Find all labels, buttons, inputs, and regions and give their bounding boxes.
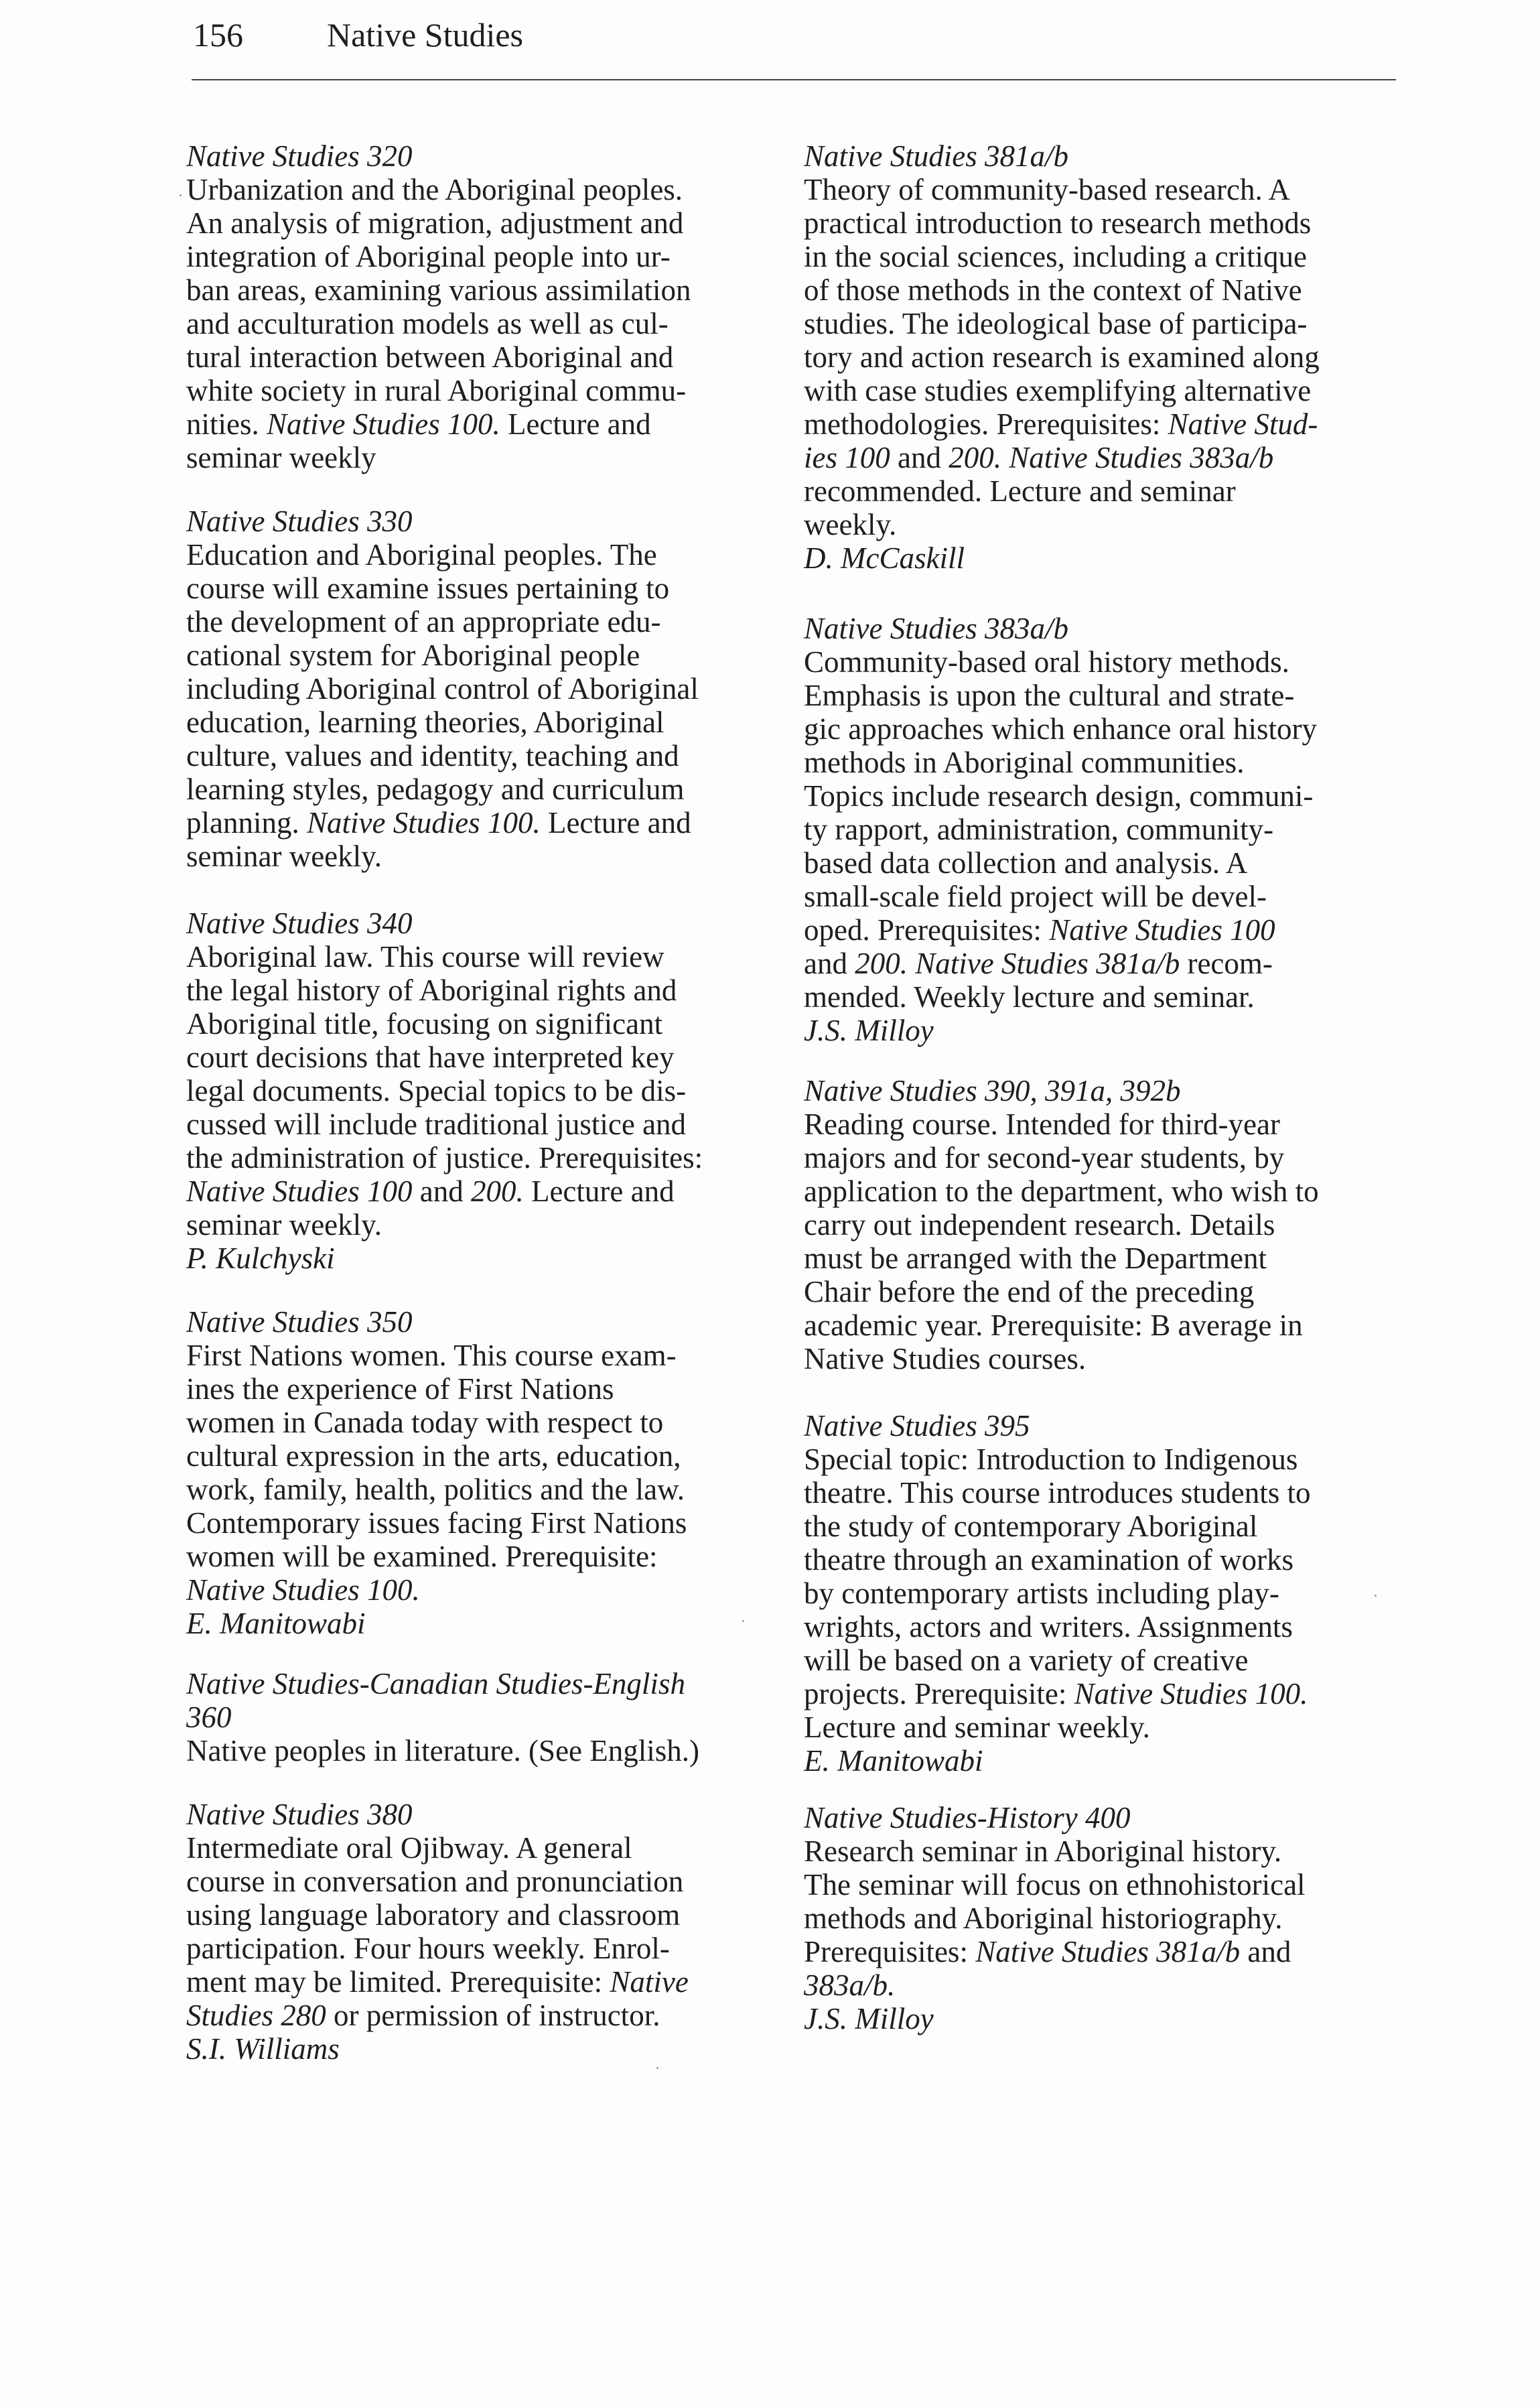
text-run: integration of Aboriginal people into ur- [186, 240, 671, 273]
italic-reference: 200. [470, 1175, 524, 1208]
text-run: course will examine issues pertaining to [186, 572, 670, 605]
description-line [804, 240, 1400, 273]
italic-reference: 383a/b. [804, 1968, 896, 2002]
italic-reference: Native Studies 100. [1074, 1677, 1308, 1711]
description-line [804, 1242, 1400, 1275]
description-line [186, 1208, 782, 1242]
text-run: legal documents. Special topics to be dis- [186, 1074, 687, 1108]
text-run: Urbanization and the Aboriginal peoples. [186, 173, 683, 206]
italic-reference: Native Studies 100. [186, 1573, 420, 1607]
description-line [804, 1610, 1400, 1644]
text-run: the administration of justice. Prerequisites: [186, 1141, 703, 1175]
text-run: Emphasis is upon the cultural and strate- [804, 679, 1295, 712]
italic-reference: Native Studies 100 [1049, 913, 1275, 947]
text-run: seminar weekly. [186, 1208, 382, 1242]
description-line [186, 1439, 782, 1473]
description-line [804, 1868, 1400, 1901]
italic-reference: Studies 280 [186, 1999, 326, 2032]
text-run: An analysis of migration, adjustment and [186, 206, 684, 240]
text-run: mended. Weekly lecture and seminar. [804, 980, 1255, 1014]
text-run: and [890, 441, 949, 474]
description-line [804, 1275, 1400, 1309]
text-run: will be based on a variety of creative [804, 1644, 1249, 1677]
course-entry-native-studies-395 [804, 1409, 1400, 1778]
text-run: Reading course. Intended for third-year [804, 1108, 1280, 1141]
course-entry-native-studies-340 [186, 907, 782, 1275]
description-line [804, 1677, 1400, 1711]
running-title: Native Studies [327, 16, 524, 54]
text-run: Native peoples in literature. (See English.) [186, 1734, 700, 1767]
text-run: cultural expression in the arts, education, [186, 1439, 681, 1473]
description-line [804, 441, 1400, 474]
instructor-name: E. Manitowabi [186, 1607, 366, 1640]
description-line [186, 806, 782, 840]
description-line [186, 441, 782, 474]
course-title: Native Studies 381a/b [804, 139, 1068, 173]
course-entry-native-studies-350 [186, 1305, 782, 1640]
description-line [186, 1473, 782, 1506]
italic-reference: Native Studies 100 [186, 1175, 413, 1208]
course-title: Native Studies 330 [186, 505, 413, 538]
italic-reference: Native Studies 381a/b [975, 1935, 1241, 1968]
text-run: Lecture and [500, 407, 651, 441]
description-line [804, 1108, 1400, 1141]
text-run: Intermediate oral Ojibway. A general [186, 1831, 632, 1865]
scan-speck [742, 1620, 744, 1622]
text-run: Aboriginal title, focusing on significant [186, 1007, 663, 1041]
page-header [193, 8, 1399, 62]
description-line [804, 1543, 1400, 1577]
text-run: theatre through an examination of works [804, 1543, 1294, 1577]
text-run: First Nations women. This course exam- [186, 1339, 677, 1372]
description-line [186, 1831, 782, 1865]
text-run: ty rapport, administration, community- [804, 813, 1274, 846]
text-run: planning. [186, 806, 307, 840]
text-run: Prerequisites: [804, 1935, 976, 1968]
description-line [804, 880, 1400, 913]
description-line [186, 1865, 782, 1898]
text-run: ban areas, examining various assimilation [186, 273, 691, 307]
description-line [186, 974, 782, 1007]
text-run: the development of an appropriate edu- [186, 605, 661, 639]
description-line [804, 1711, 1400, 1744]
description-line [186, 773, 782, 806]
description-line [804, 1309, 1400, 1342]
description-line [804, 980, 1400, 1014]
description-line [186, 374, 782, 407]
text-run: white society in rural Aboriginal commu- [186, 374, 687, 407]
description-line [186, 1108, 782, 1141]
instructor-name: P. Kulchyski [186, 1242, 335, 1275]
text-run: projects. Prerequisite: [804, 1677, 1074, 1711]
description-line [186, 1007, 782, 1041]
text-run: court decisions that have interpreted key [186, 1041, 675, 1074]
instructor-name: S.I. Williams [186, 2032, 340, 2066]
description-line [186, 173, 782, 206]
text-run: and [1240, 1935, 1291, 1968]
text-run: or permission of instructor. [326, 1999, 660, 2032]
text-run: methods in Aboriginal communities. [804, 746, 1245, 779]
description-line [186, 1141, 782, 1175]
text-run: the legal history of Aboriginal rights and [186, 974, 677, 1007]
description-line [186, 572, 782, 605]
description-line [804, 645, 1400, 679]
text-run: methods and Aboriginal historiography. [804, 1901, 1283, 1935]
course-title: Native Studies-Canadian Studies-English [186, 1667, 685, 1700]
text-run: in the social sciences, including a critique [804, 240, 1308, 273]
description-line [804, 407, 1400, 441]
text-run: work, family, health, politics and the law. [186, 1473, 685, 1506]
course-entry-native-studies-history-400 [804, 1801, 1400, 2035]
course-entry-native-studies-381a-b [804, 139, 1400, 575]
text-run: oped. Prerequisites: [804, 913, 1050, 947]
italic-reference: Native Studies 100. [267, 407, 500, 441]
scan-speck [180, 194, 182, 196]
text-run: using language laboratory and classroom [186, 1898, 681, 1932]
text-run: must be arranged with the Department [804, 1242, 1267, 1275]
description-line [186, 1406, 782, 1439]
description-line [804, 1577, 1400, 1610]
description-line [804, 374, 1400, 407]
description-line [804, 947, 1400, 980]
instructor-name: J.S. Milloy [804, 1014, 934, 1047]
description-line [186, 639, 782, 672]
text-run: Contemporary issues facing First Nations [186, 1506, 687, 1540]
text-run: Community-based oral history methods. [804, 645, 1289, 679]
description-line [804, 1141, 1400, 1175]
description-line [186, 307, 782, 340]
description-line [186, 1932, 782, 1965]
course-title: Native Studies 390, 391a, 392b [804, 1074, 1181, 1108]
text-run: Native Studies courses. [804, 1342, 1087, 1376]
text-run: seminar weekly [186, 441, 376, 474]
italic-reference: Native Studies 100. [306, 806, 541, 840]
course-title: Native Studies 380 [186, 1798, 413, 1831]
text-run: education, learning theories, Aboriginal [186, 706, 664, 739]
description-line [804, 846, 1400, 880]
text-run: academic year. Prerequisite: B average in [804, 1309, 1303, 1342]
text-run: participation. Four hours weekly. Enrol- [186, 1932, 670, 1965]
course-entry-native-studies-383a-b [804, 612, 1400, 1047]
description-line [804, 813, 1400, 846]
course-entry-native-studies-390-391a-392b [804, 1074, 1400, 1376]
text-run: weekly. [804, 508, 897, 541]
italic-reference: Native [610, 1965, 689, 1999]
description-line [186, 1898, 782, 1932]
text-run: seminar weekly. [186, 840, 382, 873]
description-line [804, 913, 1400, 947]
description-line [804, 1476, 1400, 1510]
text-run: carry out independent research. Details [804, 1208, 1275, 1242]
description-line [804, 1208, 1400, 1242]
text-run: ment may be limited. Prerequisite: [186, 1965, 610, 1999]
description-line [186, 1506, 782, 1540]
description-line [804, 1901, 1400, 1935]
description-line [804, 340, 1400, 374]
text-run: of those methods in the context of Native [804, 273, 1302, 307]
description-line [804, 1935, 1400, 1968]
text-run: and acculturation models as well as cul- [186, 307, 669, 340]
description-line [186, 340, 782, 374]
text-run: culture, values and identity, teaching and [186, 739, 679, 773]
text-run: Chair before the end of the preceding [804, 1275, 1255, 1309]
text-run: including Aboriginal control of Aboriginal [186, 672, 699, 706]
description-line [186, 1372, 782, 1406]
text-run: women will be examined. Prerequisite: [186, 1540, 658, 1573]
description-line [186, 706, 782, 739]
italic-reference: ies 100 [804, 441, 890, 474]
text-run: recommended. Lecture and seminar [804, 474, 1236, 508]
course-title: 360 [186, 1700, 232, 1734]
course-title: Native Studies 383a/b [804, 612, 1068, 645]
text-run: Lecture and seminar weekly. [804, 1711, 1150, 1744]
description-line [186, 840, 782, 873]
description-line [804, 779, 1400, 813]
course-title: Native Studies 320 [186, 139, 413, 173]
text-run: women in Canada today with respect to [186, 1406, 664, 1439]
course-title: Native Studies-History 400 [804, 1801, 1131, 1834]
text-run: methodologies. Prerequisites: [804, 407, 1168, 441]
description-line [804, 273, 1400, 307]
text-run: cational system for Aboriginal people [186, 639, 640, 672]
description-line [186, 273, 782, 307]
description-line [186, 240, 782, 273]
description-line [804, 307, 1400, 340]
italic-reference: 200. Native Studies 383a/b [949, 441, 1274, 474]
text-run: Special topic: Introduction to Indigenous [804, 1443, 1298, 1476]
text-run: tural interaction between Aboriginal and [186, 340, 674, 374]
text-run: application to the department, who wish to [804, 1175, 1319, 1208]
instructor-name: D. McCaskill [804, 541, 965, 575]
scan-speck [656, 2067, 658, 2069]
italic-reference: 200. Native Studies 381a/b [855, 947, 1180, 980]
description-line [186, 538, 782, 572]
description-line [804, 712, 1400, 746]
text-run: theatre. This course introduces students to [804, 1476, 1311, 1510]
text-run: gic approaches which enhance oral history [804, 712, 1317, 746]
page-number: 156 [193, 16, 243, 54]
description-line [804, 679, 1400, 712]
description-line [186, 1999, 782, 2032]
text-run: Lecture and [523, 1175, 675, 1208]
course-title: Native Studies 350 [186, 1305, 413, 1339]
description-line [186, 940, 782, 974]
course-entry-native-studies-330 [186, 505, 782, 873]
description-line [186, 1573, 782, 1607]
text-run: Topics include research design, communi- [804, 779, 1314, 813]
description-line [804, 1834, 1400, 1868]
description-line [186, 206, 782, 240]
scan-speck [1375, 1595, 1377, 1597]
description-line [186, 1540, 782, 1573]
course-entry-native-studies-320 [186, 139, 782, 474]
course-title: Native Studies 340 [186, 907, 413, 940]
description-line [186, 1175, 782, 1208]
description-line [186, 407, 782, 441]
text-run: recom- [1180, 947, 1273, 980]
description-line [804, 1342, 1400, 1376]
text-run: based data collection and analysis. A [804, 846, 1248, 880]
description-line [804, 1510, 1400, 1543]
text-run: Research seminar in Aboriginal history. [804, 1834, 1282, 1868]
description-line [804, 508, 1400, 541]
description-line [186, 1041, 782, 1074]
description-line [186, 1339, 782, 1372]
description-line [804, 206, 1400, 240]
text-run: Theory of community-based research. A [804, 173, 1290, 206]
description-line [186, 672, 782, 706]
course-entry-native-studies-380 [186, 1798, 782, 2066]
text-run: Lecture and [540, 806, 691, 840]
text-run: tory and action research is examined along [804, 340, 1320, 374]
description-line [186, 1734, 782, 1767]
description-line [804, 1644, 1400, 1677]
text-run: with case studies exemplifying alternative [804, 374, 1312, 407]
instructor-name: E. Manitowabi [804, 1744, 983, 1778]
text-run: and [804, 947, 855, 980]
text-run: by contemporary artists including play- [804, 1577, 1279, 1610]
text-run: ines the experience of First Nations [186, 1372, 614, 1406]
description-line [186, 1965, 782, 1999]
text-run: The seminar will focus on ethnohistorical [804, 1868, 1306, 1901]
description-line [804, 1175, 1400, 1208]
text-run: cussed will include traditional justice and [186, 1108, 687, 1141]
description-line [804, 173, 1400, 206]
description-line [804, 746, 1400, 779]
italic-reference: Native Stud- [1168, 407, 1318, 441]
description-line [804, 1443, 1400, 1476]
text-run: studies. The ideological base of participa- [804, 307, 1308, 340]
text-run: Education and Aboriginal peoples. The [186, 538, 657, 572]
description-line [186, 739, 782, 773]
text-run: Aboriginal law. This course will review [186, 940, 664, 974]
text-run: course in conversation and pronunciation [186, 1865, 684, 1898]
text-run: wrights, actors and writers. Assignments [804, 1610, 1293, 1644]
description-line [804, 1968, 1400, 2002]
description-line [186, 605, 782, 639]
text-run: majors and for second-year students, by [804, 1141, 1285, 1175]
text-run: small-scale field project will be devel- [804, 880, 1267, 913]
instructor-name: J.S. Milloy [804, 2002, 934, 2035]
text-run: the study of contemporary Aboriginal [804, 1510, 1258, 1543]
description-line [804, 474, 1400, 508]
header-rule [192, 79, 1396, 80]
text-run: nities. [186, 407, 267, 441]
course-title: Native Studies 395 [804, 1409, 1030, 1443]
text-run: and [412, 1175, 471, 1208]
text-run: learning styles, pedagogy and curriculum [186, 773, 685, 806]
text-run: practical introduction to research methods [804, 206, 1312, 240]
description-line [186, 1074, 782, 1108]
course-entry-native-studies-canadian-studies-english-360 [186, 1667, 782, 1767]
